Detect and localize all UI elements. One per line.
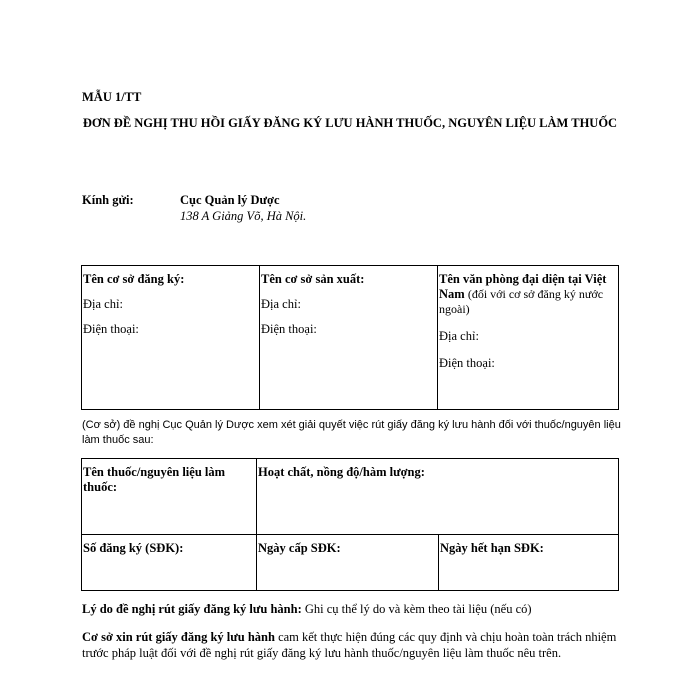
registration-number-cell — [82, 535, 257, 591]
registrant-heading: Tên cơ sở đăng ký: — [83, 272, 185, 286]
product-name-cell — [82, 459, 257, 535]
manufacturer-phone-label: Điện thoại: — [261, 322, 317, 336]
reason-text: Ghi cụ thể lý do và kèm theo tài liệu (nếu có) — [301, 602, 532, 616]
commitment-paragraph — [82, 629, 622, 661]
commitment-text: cam kết thực hiện đúng các quy định và chịu hoàn toàn trách nhiệm trước pháp luật đối với đề nghị rút giấy đăng ký lưu hành thuốc/nguyên liệu làm thuốc nêu trên. — [82, 630, 617, 660]
addressee-name: Cục Quản lý Dược — [180, 193, 280, 207]
active-ingredient-cell — [257, 459, 619, 535]
manufacturer-cell — [260, 266, 438, 410]
registrant-cell — [82, 266, 260, 410]
representative-heading: Tên văn phòng đại diện tại Việt Nam — [439, 272, 607, 301]
issue-date-cell — [257, 535, 439, 591]
document-title: ĐƠN ĐỀ NGHỊ THU HỒI GIẤY ĐĂNG KÝ LƯU HÀNH THUỐC, NGUYÊN LIỆU LÀM THUỐC — [82, 116, 618, 130]
reason-label: Lý do đề nghị rút giấy đăng ký lưu hành: — [82, 602, 302, 616]
request-text: (Cơ sở) đề nghị Cục Quản lý Dược xem xét giải quyết việc rút giấy đăng ký lưu hành đối với thuốc/nguyên liệu làm thuốc sau: — [82, 419, 621, 446]
registrant-phone-label: Điện thoại: — [83, 322, 139, 336]
commitment-label: Cơ sở xin rút giấy đăng ký lưu hành — [82, 630, 275, 644]
reason-line — [82, 602, 622, 617]
addressee-label: Kính gửi: — [82, 193, 134, 207]
addressee-address: 138 A Giảng Võ, Hà Nội. — [180, 209, 307, 223]
active-ingredient-label: Hoạt chất, nồng độ/hàm lượng: — [258, 465, 425, 479]
form-code: MẪU 1/TT — [82, 90, 142, 104]
representative-phone-label: Điện thoại: — [439, 356, 495, 370]
parties-table — [81, 265, 619, 410]
manufacturer-address-label: Địa chỉ: — [261, 297, 301, 311]
representative-cell — [438, 266, 619, 410]
issue-date-label: Ngày cấp SĐK: — [258, 541, 341, 555]
expiry-date-label: Ngày hết hạn SĐK: — [440, 541, 544, 555]
expiry-date-cell — [439, 535, 619, 591]
registrant-address-label: Địa chỉ: — [83, 297, 123, 311]
representative-note: (đối với cơ sở đăng ký nước ngoài) — [439, 287, 604, 316]
product-table — [81, 458, 619, 591]
registration-number-label: Số đăng ký (SĐK): — [83, 541, 184, 555]
product-name-label: Tên thuốc/nguyên liệu làm thuốc: — [83, 465, 226, 494]
representative-address-label: Địa chỉ: — [439, 329, 479, 343]
manufacturer-heading: Tên cơ sở sản xuất: — [261, 272, 365, 286]
